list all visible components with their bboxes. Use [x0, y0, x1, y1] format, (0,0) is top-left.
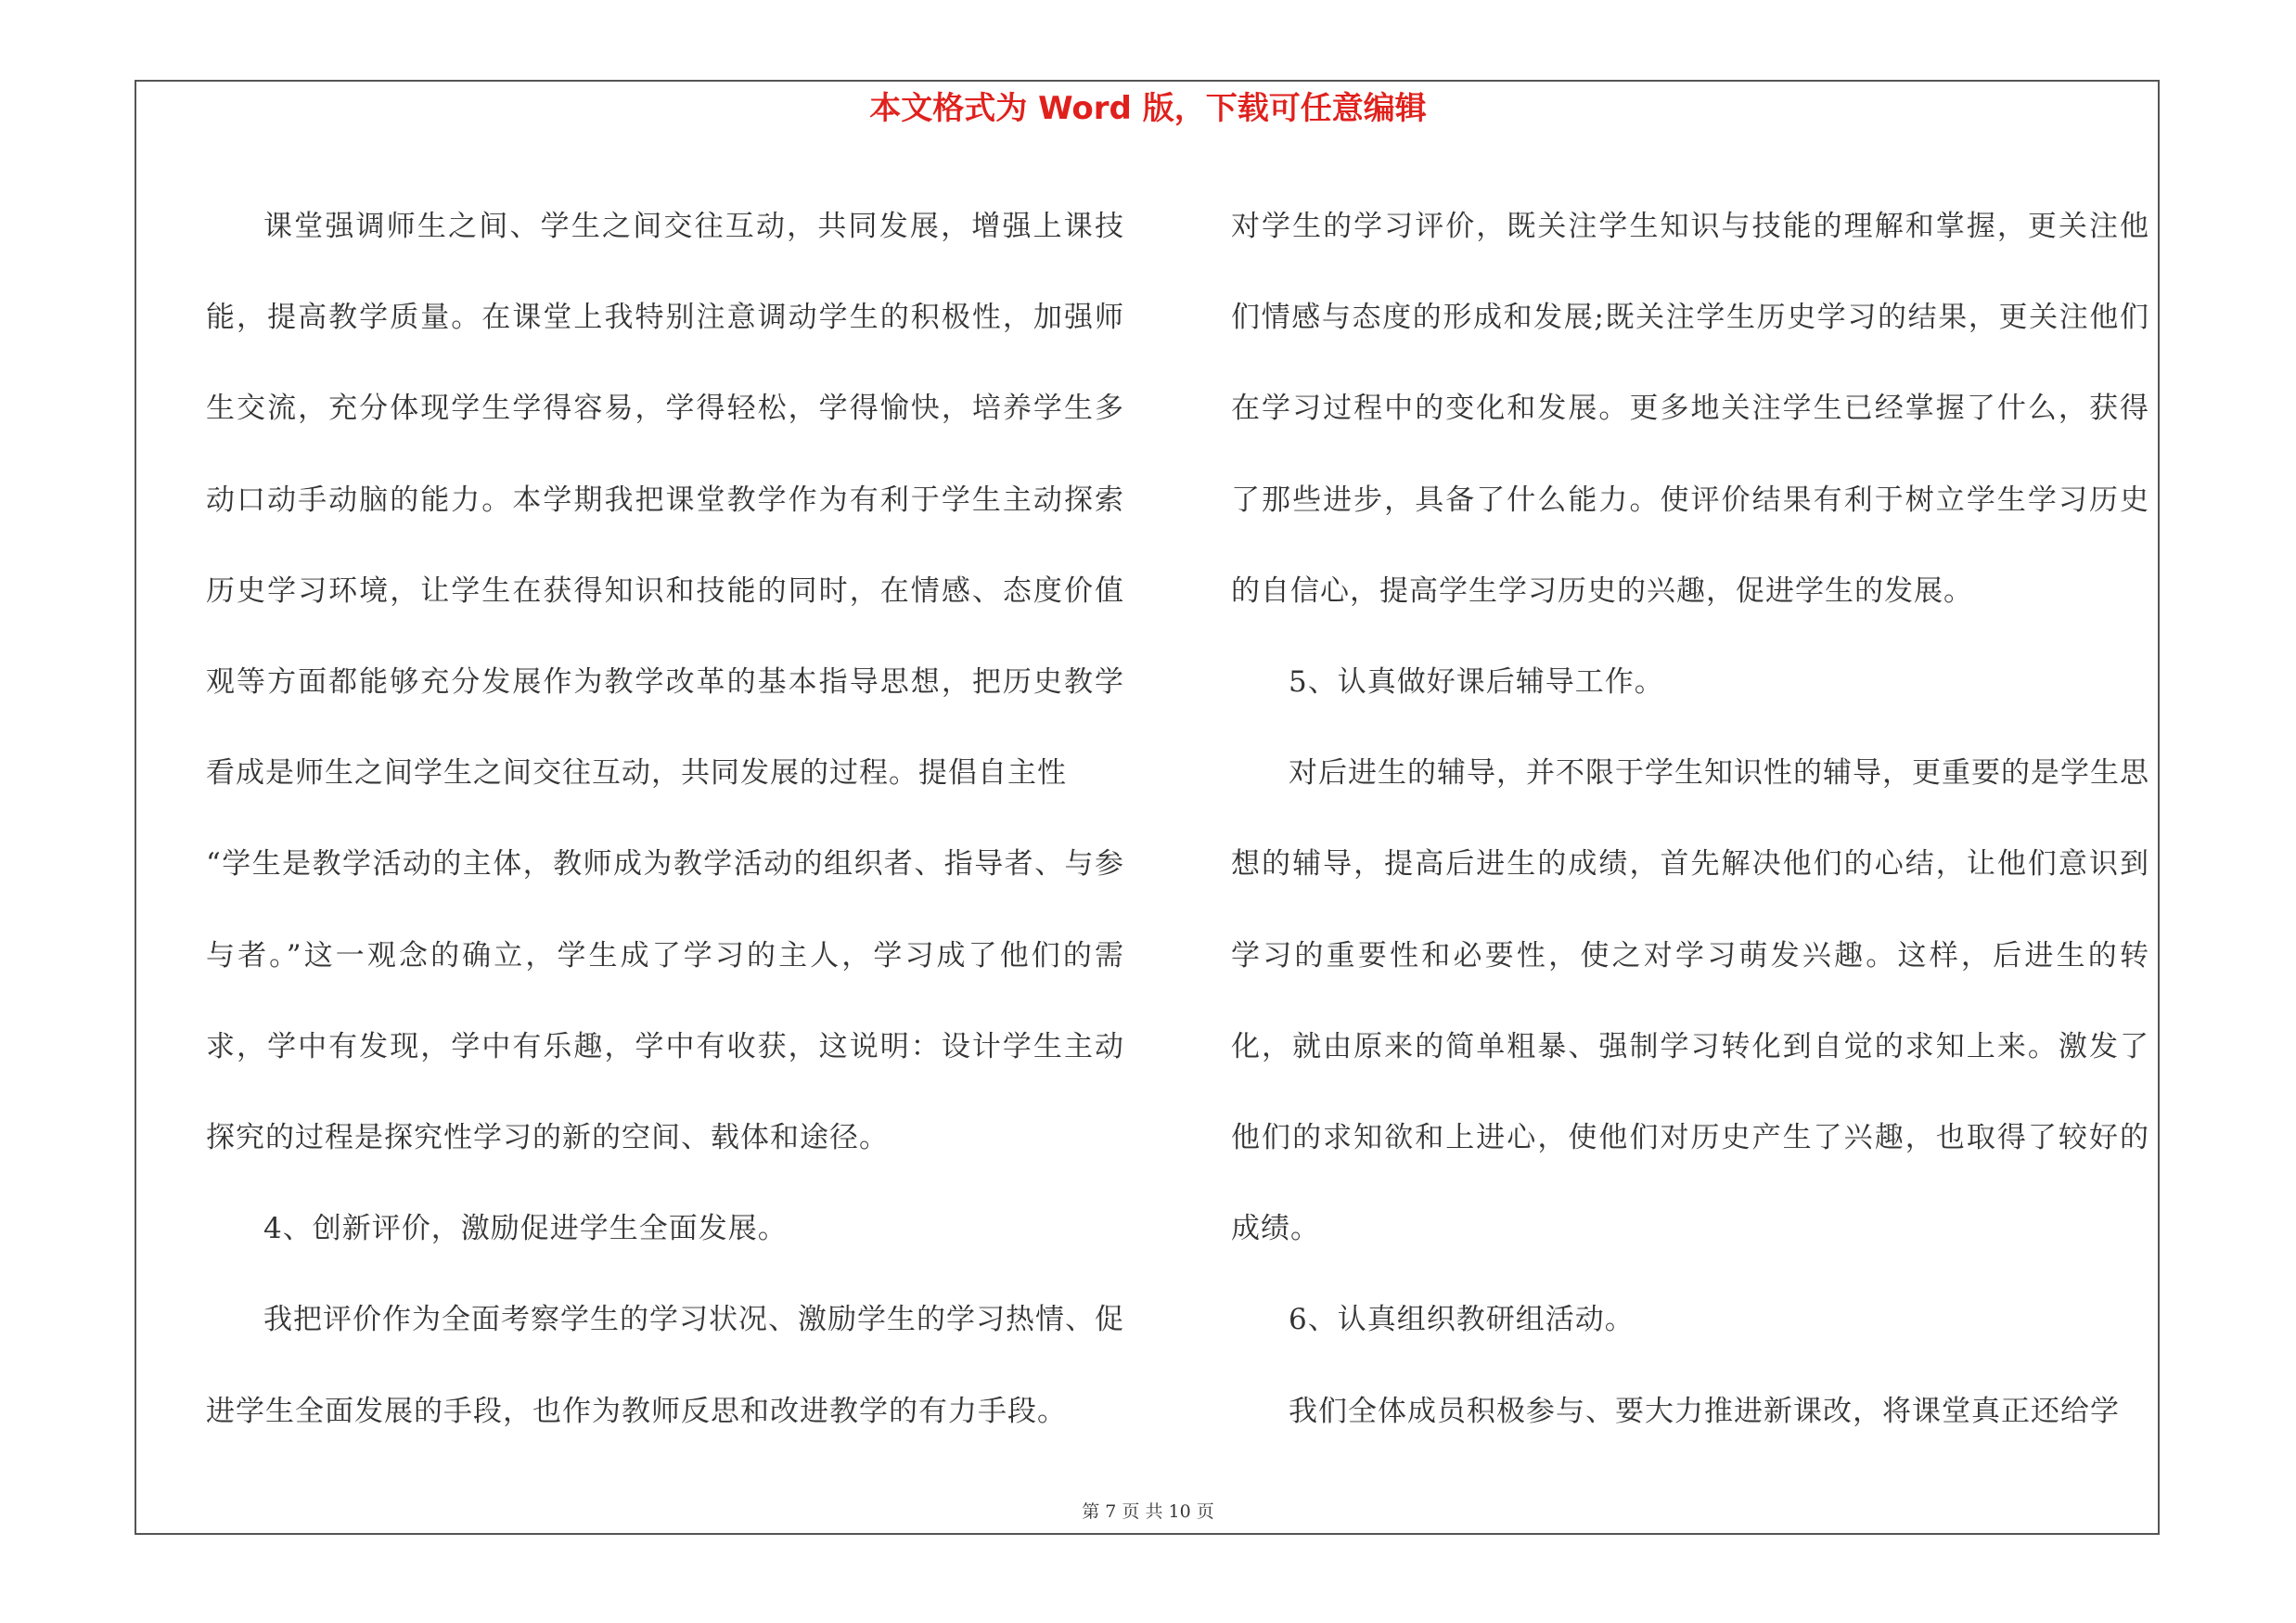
paragraph: 我们全体成员积极参与、要大力推进新课改，将课堂真正还给学: [1289, 1394, 2120, 1428]
paragraph: 对后进生的辅导，并不限于学生知识性的辅导，更重要的是学生思想的辅导，提高后进生的成绩，首先解决他们的心结，让他们意识到学习的重要性和必要性，使之对学习萌发兴趣。这样，后进生的转化，就由原来的简单粗暴、强制学习转化到自觉的求知上来。激发了他们的求知欲和上进心，使他们对历史产生了兴趣，也取得了较好的成绩。: [1231, 756, 2149, 1246]
paragraph: 我把评价作为全面考察学生的学习状况、激励学生的学习热情、促进学生全面发展的手段，也作为教师反思和改进教学的有力手段。: [206, 1303, 1124, 1428]
section-heading: 6、认真组织教研组活动。: [1289, 1303, 1635, 1337]
header-banner: 本文格式为 Word 版，下载可任意编辑: [869, 90, 1427, 127]
right-column: [1231, 181, 2149, 1457]
paragraph: 对学生的学习评价，既关注学生知识与技能的理解和掌握，更关注他们情感与态度的形成和发展;既关注学生历史学习的结果，更关注他们在学习过程中的变化和发展。更多地关注学生已经掌握了什么，获得了那些进步，具备了什么能力。使评价结果有利于树立学生学习历史的自信心，提高学生学习历史的兴趣，促进学生的发展。: [1231, 210, 2149, 608]
left-column: [206, 181, 1124, 1457]
paragraph: 课堂强调师生之间、学生之间交往互动，共同发展，增强上课技能，提高教学质量。在课堂上我特别注意调动学生的积极性，加强师生交流，充分体现学生学得容易，学得轻松，学得愉快，培养学生多动口动手动脑的能力。本学期我把课堂教学作为有利于学生主动探索历史学习环境，让学生在获得知识和技能的同时，在情感、态度价值观等方面都能够充分发展作为教学改革的基本指导思想，把历史教学看成是师生之间学生之间交往互动，共同发展的过程。提倡自主性: [206, 210, 1124, 791]
section-heading: 4、创新评价，激励促进学生全面发展。: [263, 1212, 788, 1246]
page-number: 第 7 页 共 10 页: [1082, 1501, 1214, 1522]
paragraph: “学生是教学活动的主体，教师成为教学活动的组织者、指导者、与参与者。”这一观念的确立，学生成了学习的主人，学习成了他们的需求，学中有发现，学中有乐趣，学中有收获，这说明：设计学生主动探究的过程是探究性学习的新的空间、载体和途径。: [206, 847, 1124, 1155]
section-heading: 5、认真做好课后辅导工作。: [1289, 665, 1664, 700]
